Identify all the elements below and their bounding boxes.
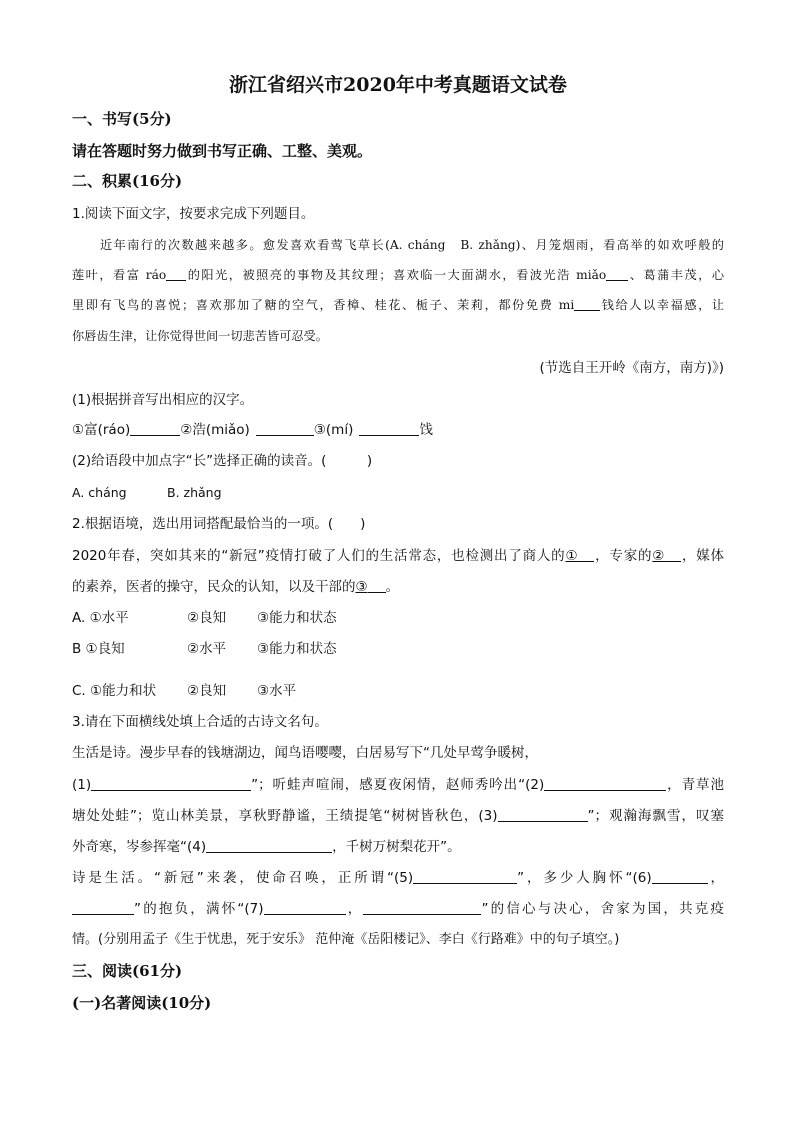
- q1-sub2: (2)给语段中加点字“长”选择正确的读音。( ): [72, 453, 373, 469]
- passage-line-4: 你唇齿生津，让你觉得世间一切悲苦皆可忍受。: [72, 329, 328, 343]
- section-3-heading: 三、阅读(61分): [72, 962, 183, 980]
- poem-blank-3[interactable]: [498, 808, 588, 822]
- q2-stem: 2.根据语境，选出用词搭配最恰当的一项。( ): [72, 516, 366, 532]
- section-1-instruction: 请在答题时努力做到书写正确、工整、美观。: [72, 142, 373, 160]
- q3-line-6: ”的抱负，满怀“(7) ， ”的信心与决心，舍家为国，共克疫: [72, 900, 724, 918]
- q3-stem: 3.请在下面横线处填上合适的古诗文名句。: [72, 714, 328, 730]
- q2-line-1: 2020年春，突如其来的“新冠”疫情打破了人们的生活常态，也检测出了商人的① ，专家的② ，媒体: [72, 548, 725, 564]
- q2-option-c[interactable]: C. ①能力和状 ②良知 ③水平: [72, 683, 297, 699]
- exam-page: [72, 0, 724, 1123]
- poem-blank-4[interactable]: [206, 839, 332, 853]
- passage-line-3: 里即有飞鸟的喜悦；喜欢那加了糖的空气，香樟、桂花、栀子、茉莉，都份免费 mi 钱给人以幸福感，让: [72, 298, 725, 312]
- q2-option-a[interactable]: A. ①水平 ②良知 ③能力和状态: [72, 610, 337, 626]
- q1-sub1: (1)根据拼音写出相应的汉字。: [72, 392, 254, 408]
- answer-blank-1[interactable]: [130, 422, 180, 436]
- blank-rao[interactable]: [166, 267, 186, 281]
- poem-blank-2[interactable]: [544, 777, 666, 791]
- section-2-heading: 二、积累(16分): [72, 172, 183, 190]
- poem-blank-1[interactable]: [91, 777, 251, 791]
- q1-pinyin-row: ①富(ráo) ②浩(miǎo) ③(mí) 饯: [72, 422, 433, 438]
- passage-line-2: 莲叶，看富 ráo 的阳光，被照亮的事物及其纹理；喜欢临一大面湖水，看波光浩 miǎo 、葛蒲丰茂，心: [72, 268, 725, 282]
- q3-line-2: (1) ”；听蛙声喧闹，感夏夜闲情，赵师秀吟出“(2) ，青草池: [72, 777, 724, 793]
- section-3-sub-heading: (一)名著阅读(10分): [72, 994, 212, 1012]
- q2-line-2: 的素养，医者的操守，民众的认知，以及干部的③ 。: [72, 579, 400, 595]
- q3-line-3: 塘处处蛙”；览山林美景，享秋野静谧，王绩提笔“树树皆秋色，(3) ”；观瀚海飘雪，叹塞: [72, 808, 724, 824]
- q3-line-7: 情。(分别用孟子《生于忧患，死于安乐》 范仲淹《岳阳楼记》、李白《行路难》中的句子填空。): [72, 932, 620, 947]
- poem-blank-7[interactable]: [264, 901, 346, 915]
- exam-title: 浙江省绍兴市2020年中考真题语文试卷: [229, 74, 567, 96]
- poem-blank-5[interactable]: [413, 870, 517, 884]
- q3-line-4: 外奇寒，岑参挥毫“(4) ，千树万树梨花开”。: [72, 839, 461, 855]
- passage-source: (节选自王开岭《南方，南方)》): [539, 360, 724, 376]
- blank-miao[interactable]: [606, 267, 628, 281]
- poem-blank-7b[interactable]: [363, 901, 481, 915]
- q3-line-5: 诗是生活。“新冠”来袭，使命召唤，正所谓“(5) ”，多少人胸怀“(6) ，: [72, 870, 724, 886]
- poem-blank-6b[interactable]: [72, 901, 134, 915]
- poem-blank-6[interactable]: [652, 870, 708, 884]
- section-1-heading: 一、书写(5分): [72, 110, 172, 128]
- q1-option-a[interactable]: A. cháng: [72, 485, 127, 500]
- q3-line-1: 生活是诗。漫步早春的钱塘湖边，闻鸟语嘤嘤，白居易写下“几处早莺争暖树，: [72, 745, 538, 761]
- answer-blank-3[interactable]: [359, 422, 419, 436]
- q2-option-b[interactable]: B ①良知 ②水平 ③能力和状态: [72, 641, 337, 657]
- q1-stem: 1.阅读下面文字，按要求完成下列题目。: [72, 206, 315, 222]
- answer-blank-2[interactable]: [256, 422, 314, 436]
- blank-mi[interactable]: [574, 297, 600, 311]
- q1-option-b[interactable]: B. zhǎng: [167, 485, 222, 500]
- passage-line-1: 近年南行的次数越来越多。愈发喜欢看莺飞草长(A. cháng B. zhǎng)、月笼烟雨，看高举的如欢呼般的: [100, 238, 724, 252]
